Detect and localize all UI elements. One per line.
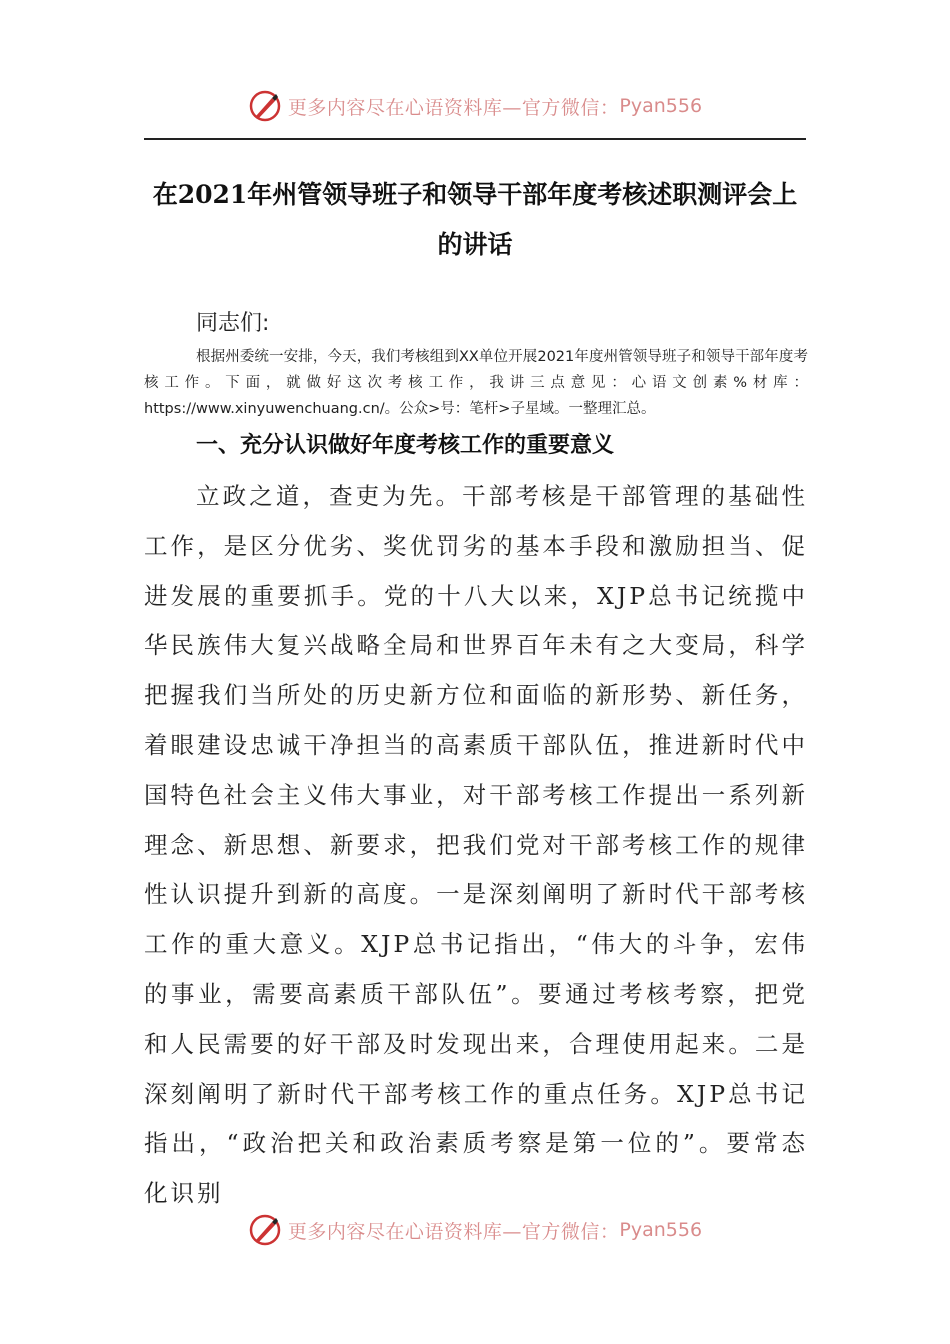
greeting: 同志们:	[196, 311, 270, 336]
header-divider	[144, 138, 806, 140]
section-heading: 一、充分认识做好年度考核工作的重要意义	[196, 433, 615, 458]
header-banner	[0, 88, 950, 124]
pen-logo-icon	[248, 1213, 282, 1247]
wechat-id: Pyan556	[619, 1219, 703, 1241]
body-paragraph: 立政之道，查吏为先。干部考核是干部管理的基础性工作，是区分优劣、奖优罚劣的基本手段和激励担当、促进发展的重要抓手。党的十八大以来，XJP总书记统揽中华民族伟大复兴战略全局和世界百年未有之大变局，科学把握我们当所处的历史新方位和面临的新形势、新任务，着眼建设忠诚干净担当的高素质干部队伍，推进新时代中国特色社会主义伟大事业，对干部考核工作提出一系列新理念、新思想、新要求，把我们党对干部考核工作的规律性认识提升到新的高度。一是深刻阐明了新时代干部考核工作的重大意义。XJP总书记指出，“伟大的斗争，宏伟的事业，需要高素质干部队伍”。要通过考核考察，把党和人民需要的好干部及时发现出来，合理使用起来。二是深刻阐明了新时代干部考核工作的重点任务。XJP总书记指出，“政治把关和政治素质考察是第一位的”。要常态化识别	[144, 482, 808, 1208]
banner-text: 更多内容尽在心语资料库—官方微信：	[287, 96, 620, 119]
banner-text: 更多内容尽在心语资料库—官方微信：	[287, 1220, 620, 1243]
footer-banner	[0, 1212, 950, 1248]
wechat-id: Pyan556	[619, 95, 703, 117]
document-title: 在2021年州管领导班子和领导干部年度考核述职测评会上的讲话	[152, 180, 798, 259]
pen-logo-icon	[248, 89, 282, 123]
intro-paragraph: 根据州委统一安排，今天，我们考核组到XX单位开展2021年度州管领导班子和领导干部年度考核工作。下面，就做好这次考核工作，我讲三点意见：心语文创素%材库：https://www.xinyuwenchuang.cn/。公众>号：笔杆>子星域。一整理汇总。	[144, 349, 808, 417]
